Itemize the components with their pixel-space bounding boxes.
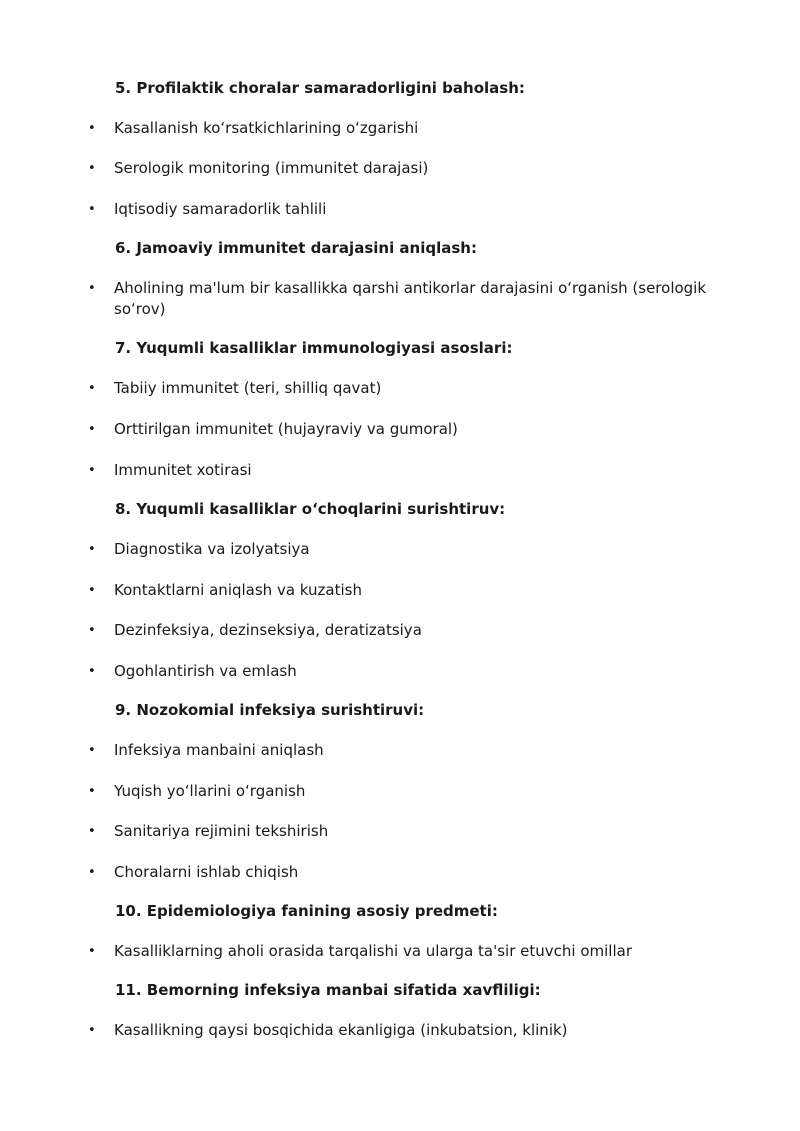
list-item: [88, 1020, 728, 1041]
bullet-icon: •: [88, 664, 96, 679]
list-item: [88, 460, 728, 481]
section-heading: 5. Profilaktik choralar samaradorligini baholash:: [115, 79, 525, 97]
list-item: [88, 158, 728, 179]
list-item-text: Serologik monitoring (immunitet darajasi): [114, 159, 429, 177]
list-item-text: Infeksiya manbaini aniqlash: [114, 741, 324, 759]
list-item: [88, 620, 728, 641]
list-item-text: Orttirilgan immunitet (hujayraviy va gumoral): [114, 420, 458, 438]
list-item: [88, 199, 728, 220]
bullet-icon: •: [88, 784, 96, 799]
list-item: [88, 539, 728, 560]
bullet-icon: •: [88, 1023, 96, 1038]
section-heading: 9. Nozokomial infeksiya surishtiruvi:: [115, 701, 425, 719]
list-item: [88, 419, 728, 440]
bullet-icon: •: [88, 202, 96, 217]
bullet-icon: •: [88, 161, 96, 176]
list-item-text: Sanitariya rejimini tekshirish: [114, 822, 329, 840]
bullet-icon: •: [88, 824, 96, 839]
bullet-icon: •: [88, 542, 96, 557]
list-item-text: Ogohlantirish va emlash: [114, 662, 297, 680]
bullet-icon: •: [88, 422, 96, 437]
list-item-text: Tabiiy immunitet (teri, shilliq qavat): [114, 379, 382, 397]
list-item: [88, 740, 728, 761]
bullet-icon: •: [88, 121, 96, 136]
list-item-text: Diagnostika va izolyatsiya: [114, 540, 310, 558]
list-item: [88, 580, 728, 601]
list-item-text: Aholining ma'lum bir kasallikka qarshi antikorlar darajasini oʻrganish (serologik soʻrov): [114, 279, 707, 318]
list-item-text: Kasalliklarning aholi orasida tarqalishi va ularga ta'sir etuvchi omillar: [114, 942, 632, 960]
list-item: [88, 278, 728, 320]
list-item: [88, 661, 728, 682]
bullet-icon: •: [88, 583, 96, 598]
list-item: [88, 781, 728, 802]
bullet-icon: •: [88, 281, 96, 296]
list-item-text: Dezinfeksiya, dezinseksiya, deratizatsiya: [114, 621, 422, 639]
list-item-text: Yuqish yoʻllarini oʻrganish: [114, 782, 306, 800]
list-item: [88, 821, 728, 842]
list-item: [88, 941, 728, 962]
list-item-text: Iqtisodiy samaradorlik tahlili: [114, 200, 327, 218]
list-item-text: Choralarni ishlab chiqish: [114, 863, 299, 881]
bullet-icon: •: [88, 381, 96, 396]
section-heading: 7. Yuqumli kasalliklar immunologiyasi asoslari:: [115, 339, 513, 357]
section-heading: 8. Yuqumli kasalliklar oʻchoqlarini surishtiruv:: [115, 500, 506, 518]
list-item-text: Kasallikning qaysi bosqichida ekanligiga (inkubatsion, klinik): [114, 1021, 568, 1039]
section-heading: 11. Bemorning infeksiya manbai sifatida xavfliligi:: [115, 981, 541, 999]
list-item: [88, 862, 728, 883]
section-heading: 6. Jamoaviy immunitet darajasini aniqlash:: [115, 239, 477, 257]
list-item-text: Kasallanish koʻrsatkichlarining oʻzgarishi: [114, 119, 419, 137]
bullet-icon: •: [88, 463, 96, 478]
bullet-icon: •: [88, 743, 96, 758]
bullet-icon: •: [88, 623, 96, 638]
list-item: [88, 118, 728, 139]
list-item-text: Kontaktlarni aniqlash va kuzatish: [114, 581, 362, 599]
list-item: [88, 378, 728, 399]
section-heading: 10. Epidemiologiya fanining asosiy predmeti:: [115, 902, 498, 920]
list-item-text: Immunitet xotirasi: [114, 461, 252, 479]
bullet-icon: •: [88, 944, 96, 959]
bullet-icon: •: [88, 865, 96, 880]
